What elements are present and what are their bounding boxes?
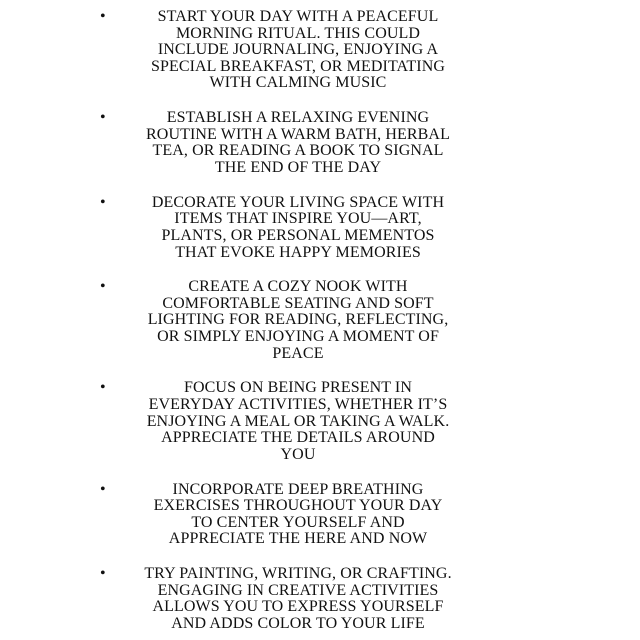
bullet-icon: • — [100, 193, 106, 211]
list-item-text — [118, 9, 478, 92]
list-item-line: ALLOWS YOU TO EXPRESS YOURSELF — [152, 598, 444, 616]
list-item-line: ROUTINE WITH A WARM BATH, HERBAL — [146, 125, 450, 143]
list-item-line: PLANTS, OR PERSONAL MEMENTOS — [161, 226, 435, 244]
bullet-icon: • — [100, 565, 106, 583]
list-item-line: THAT EVOKE HAPPY MEMORIES — [175, 243, 421, 261]
list-item-line: TEA, OR READING A BOOK TO SIGNAL — [152, 142, 444, 160]
list-item — [100, 566, 500, 632]
bullet-icon: • — [100, 8, 106, 25]
list-item-line: SPECIAL BREAKFAST, OR MEDITATING — [150, 57, 446, 75]
list-item-line: DECORATE YOUR LIVING SPACE WITH — [151, 193, 445, 211]
list-item — [100, 380, 500, 463]
list-item-text — [118, 195, 478, 261]
list-item-line: APPRECIATE THE HERE AND NOW — [168, 530, 428, 548]
list-item-line: AND ADDS COLOR TO YOUR LIFE — [171, 614, 425, 632]
list-item-text — [118, 380, 478, 463]
list-item-line: THE END OF THE DAY — [214, 158, 382, 176]
list-item-line: ENJOYING A MEAL OR TAKING A WALK. — [146, 412, 450, 430]
list-item-line: YOU — [280, 445, 316, 463]
list-item-line: FOCUS ON BEING PRESENT IN — [183, 379, 412, 397]
list-item-line: ITEMS THAT INSPIRE YOU—ART, — [174, 210, 422, 228]
list-item-text — [118, 566, 478, 632]
list-item-line: START YOUR DAY WITH A PEACEFUL — [157, 8, 439, 25]
list-item-line: CREATE A COZY NOOK WITH — [188, 278, 408, 296]
list-item-line: EXERCISES THROUGHOUT YOUR DAY — [153, 497, 443, 515]
list-item — [100, 9, 500, 92]
list-item-line: TRY PAINTING, WRITING, OR CRAFTING. — [144, 565, 452, 583]
list-item-line: PEACE — [272, 344, 324, 362]
list-item-text — [118, 279, 478, 362]
bullet-icon: • — [100, 278, 106, 296]
list-item-line: INCLUDE JOURNALING, ENJOYING A — [157, 41, 439, 59]
bullet-icon: • — [100, 109, 106, 127]
list-item-text — [118, 110, 478, 176]
list-item-line: WITH CALMING MUSIC — [209, 74, 387, 92]
bullet-icon: • — [100, 480, 106, 498]
list-item — [100, 195, 500, 261]
list-item — [100, 110, 500, 176]
list-item-text — [118, 482, 478, 548]
list-item-line: OR SIMPLY ENJOYING A MOMENT OF — [157, 328, 439, 346]
list-item-line: MORNING RITUAL. THIS COULD — [175, 24, 421, 42]
list-item-line: APPRECIATE THE DETAILS AROUND — [161, 429, 435, 447]
list-item-line: EVERYDAY ACTIVITIES, WHETHER IT’S — [148, 396, 448, 414]
list-item-line: ESTABLISH A RELAXING EVENING — [166, 109, 430, 127]
list-item-line: ENGAGING IN CREATIVE ACTIVITIES — [157, 581, 439, 599]
tips-bullet-list — [100, 9, 500, 640]
bullet-icon: • — [100, 379, 106, 397]
list-item-line: COMFORTABLE SEATING AND SOFT — [162, 294, 434, 312]
list-item — [100, 482, 500, 548]
list-item-line: TO CENTER YOURSELF AND — [191, 513, 405, 531]
list-item-line: INCORPORATE DEEP BREATHING — [172, 480, 424, 498]
list-item — [100, 279, 500, 362]
list-item-line: LIGHTING FOR READING, REFLECTING, — [147, 311, 449, 329]
